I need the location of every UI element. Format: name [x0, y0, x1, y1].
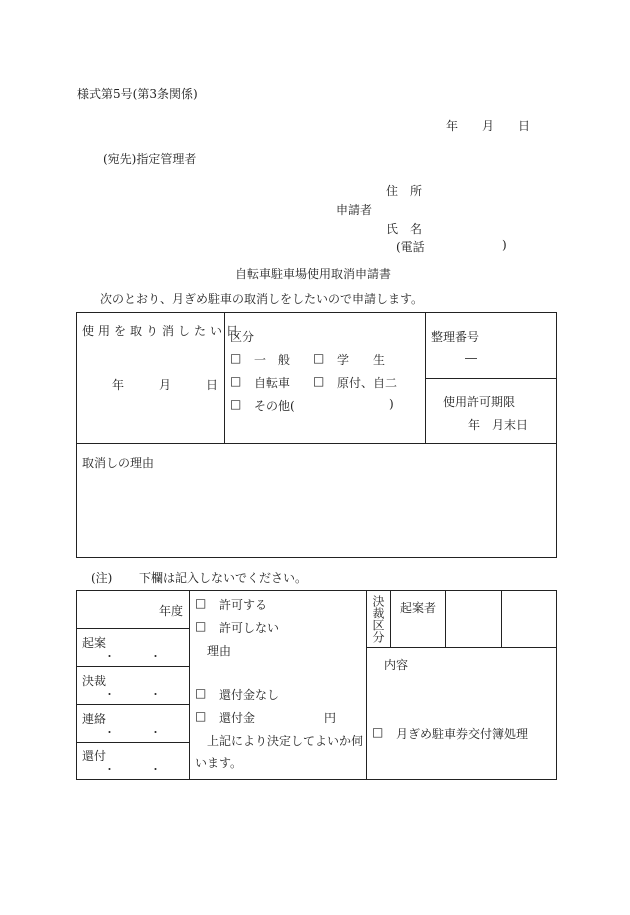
liaison-dot-1: ・	[104, 726, 115, 739]
drafting-dot-1: ・	[104, 650, 115, 663]
decision-dot-1: ・	[104, 688, 115, 701]
addressee: (宛先)指定管理者	[103, 152, 197, 166]
application-table	[76, 312, 557, 558]
phone-open: (電話	[396, 240, 425, 254]
cancel-date-day: 日	[206, 378, 219, 392]
refund-label: 還付	[82, 749, 107, 763]
not-permit-label: 許可しない	[219, 621, 280, 635]
cancel-date-month: 月	[159, 378, 172, 392]
drafting-dot-2: ・	[150, 650, 161, 663]
checkbox-student[interactable]: □	[313, 351, 325, 365]
confirm-line-2: います。	[195, 756, 243, 770]
option-other-close: )	[389, 397, 394, 411]
option-moped: 原付、自二	[337, 376, 398, 390]
ref-number-label: 整理番号	[431, 330, 480, 344]
table-divider	[366, 647, 557, 648]
refund-amount-label: 還付金	[219, 711, 256, 725]
checkbox-no-refund[interactable]: □	[195, 686, 207, 700]
decision-category-label: 決裁区分	[371, 595, 385, 643]
note-mark: (注)	[91, 571, 113, 585]
cancel-date-year: 年	[112, 378, 125, 392]
ticket-processing-label: 月ぎめ駐車券交付簿処理	[396, 727, 529, 741]
checkbox-general[interactable]: □	[230, 351, 242, 365]
table-divider	[390, 590, 391, 647]
phone-close: )	[502, 238, 507, 252]
address-label: 住 所	[386, 184, 423, 198]
drafting-label: 起案	[82, 636, 107, 650]
table-divider	[76, 628, 189, 629]
refund-dot-1: ・	[104, 763, 115, 776]
intro-text: 次のとおり、月ぎめ駐車の取消しをしたいので申請します。	[100, 292, 424, 306]
table-divider	[366, 590, 367, 780]
decision-label: 決裁	[82, 674, 107, 688]
checkbox-refund-amount[interactable]: □	[195, 709, 207, 723]
permit-label: 許可する	[219, 598, 268, 612]
option-bicycle: 自転車	[254, 376, 291, 390]
fiscal-year-label: 年度	[159, 604, 184, 618]
decision-dot-2: ・	[150, 688, 161, 701]
checkbox-moped[interactable]: □	[313, 374, 325, 388]
checkbox-not-permit[interactable]: □	[195, 619, 207, 633]
table-divider	[501, 590, 502, 647]
reason-label: 取消しの理由	[82, 456, 155, 470]
checkbox-other[interactable]: □	[230, 397, 242, 411]
permit-period-value: 年 月末日	[468, 418, 529, 432]
office-use-table	[76, 590, 557, 780]
option-general: 一 般	[254, 353, 291, 367]
refund-dot-2: ・	[150, 763, 161, 776]
applicant-label: 申請者	[336, 203, 373, 217]
option-student: 学 生	[337, 353, 386, 367]
table-divider	[445, 590, 446, 647]
table-divider	[76, 742, 189, 743]
option-other: その他(	[254, 399, 295, 413]
table-divider	[76, 666, 189, 667]
table-divider	[425, 378, 557, 379]
no-refund-label: 還付金なし	[219, 688, 280, 702]
confirm-line-1: 上記により決定してよいか伺	[207, 734, 364, 748]
liaison-label: 連絡	[82, 712, 107, 726]
ref-number-dash: ―	[465, 351, 477, 365]
checkbox-bicycle[interactable]: □	[230, 374, 242, 388]
permit-period-label: 使用許可期限	[443, 395, 516, 409]
date-line: 年 月 日	[446, 119, 531, 133]
decision-reason-label: 理由	[207, 644, 232, 658]
form-number: 様式第5号(第3条関係)	[77, 87, 198, 101]
cancel-date-label: 使用を取り消したい日	[82, 324, 243, 338]
table-divider	[189, 590, 190, 780]
document-title: 自転車駐車場使用取消申請書	[235, 267, 392, 281]
category-label: 区分	[230, 330, 255, 344]
checkbox-permit[interactable]: □	[195, 596, 207, 610]
drafter-label: 起案者	[400, 601, 437, 615]
yen-label: 円	[324, 711, 337, 725]
name-label: 氏 名	[386, 222, 423, 236]
content-label: 内容	[384, 658, 409, 672]
note-text: 下欄は記入しないでください。	[139, 571, 308, 585]
checkbox-ticket-processing[interactable]: □	[372, 725, 384, 739]
table-divider	[76, 704, 189, 705]
table-divider	[76, 443, 557, 444]
liaison-dot-2: ・	[150, 726, 161, 739]
